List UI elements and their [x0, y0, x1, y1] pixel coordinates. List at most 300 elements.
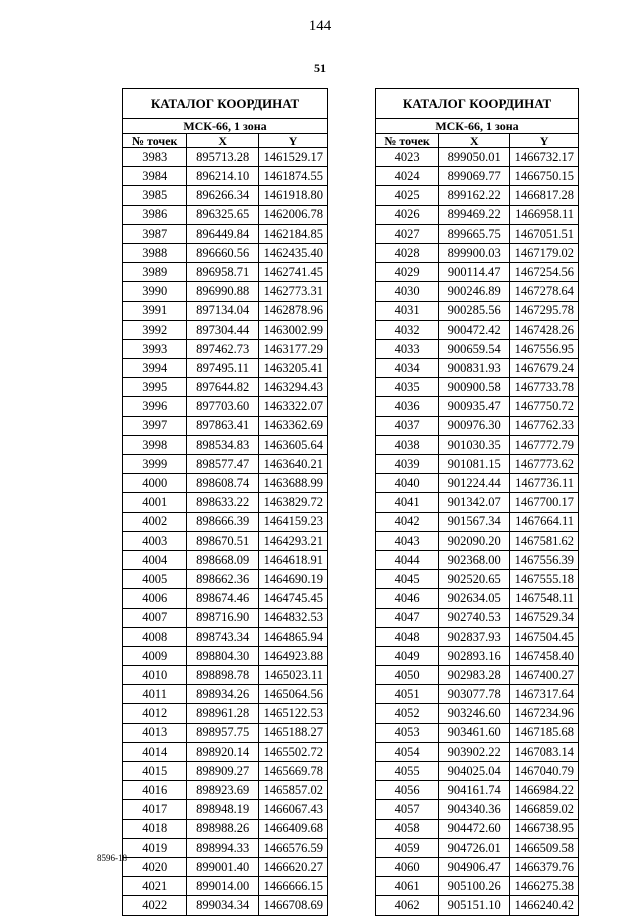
point-number-cell: 4013 [123, 723, 187, 742]
table-row [123, 685, 328, 704]
point-number-cell: 4027 [376, 224, 439, 243]
table-row [123, 589, 328, 608]
table-row [123, 359, 328, 378]
column-header-point: № точек [376, 134, 439, 148]
y-coordinate-cell: 1466817.28 [510, 186, 579, 205]
y-coordinate-cell: 1467736.11 [510, 474, 579, 493]
table-row [376, 877, 579, 896]
point-number-cell: 4008 [123, 627, 187, 646]
y-coordinate-cell: 1465122.53 [259, 704, 328, 723]
x-coordinate-cell: 896214.10 [187, 167, 259, 186]
table-row [376, 435, 579, 454]
x-coordinate-cell: 897304.44 [187, 320, 259, 339]
x-coordinate-cell: 899900.03 [439, 243, 510, 262]
x-coordinate-cell: 902837.93 [439, 627, 510, 646]
point-number-cell: 4046 [376, 589, 439, 608]
page-number: 144 [308, 18, 332, 34]
y-coordinate-cell: 1467556.39 [510, 550, 579, 569]
y-coordinate-cell: 1466509.58 [510, 838, 579, 857]
table-row [123, 877, 328, 896]
table-row [123, 896, 328, 915]
x-coordinate-cell: 898923.69 [187, 781, 259, 800]
table-row [376, 550, 579, 569]
y-coordinate-cell: 1466067.43 [259, 800, 328, 819]
table-row [376, 531, 579, 550]
y-coordinate-cell: 1463688.99 [259, 474, 328, 493]
table-row [376, 320, 579, 339]
point-number-cell: 4041 [376, 493, 439, 512]
point-number-cell: 4062 [376, 896, 439, 915]
x-coordinate-cell: 901567.34 [439, 512, 510, 531]
y-coordinate-cell: 1466240.42 [510, 896, 579, 915]
point-number-cell: 4055 [376, 762, 439, 781]
table-row [123, 397, 328, 416]
point-number-cell: 4061 [376, 877, 439, 896]
point-number-cell: 4031 [376, 301, 439, 320]
x-coordinate-cell: 900472.42 [439, 320, 510, 339]
table-row [376, 148, 579, 167]
x-coordinate-cell: 902893.16 [439, 646, 510, 665]
x-coordinate-cell: 896266.34 [187, 186, 259, 205]
point-number-cell: 4048 [376, 627, 439, 646]
y-coordinate-cell: 1464690.19 [259, 570, 328, 589]
x-coordinate-cell: 899014.00 [187, 877, 259, 896]
table-row [376, 627, 579, 646]
table-row [123, 857, 328, 876]
table-row [376, 263, 579, 282]
point-number-cell: 4005 [123, 570, 187, 589]
point-number-cell: 3993 [123, 339, 187, 358]
table-row [123, 570, 328, 589]
point-number-cell: 4012 [123, 704, 187, 723]
x-coordinate-cell: 897134.04 [187, 301, 259, 320]
point-number-cell: 4040 [376, 474, 439, 493]
table-row [123, 339, 328, 358]
table-row [376, 186, 579, 205]
x-coordinate-cell: 898948.19 [187, 800, 259, 819]
table-row [376, 608, 579, 627]
y-coordinate-cell: 1467040.79 [510, 762, 579, 781]
table-row [123, 704, 328, 723]
table-row [376, 857, 579, 876]
y-coordinate-cell: 1462184.85 [259, 224, 328, 243]
x-coordinate-cell: 905100.26 [439, 877, 510, 896]
point-number-cell: 4035 [376, 378, 439, 397]
y-coordinate-cell: 1465064.56 [259, 685, 328, 704]
y-coordinate-cell: 1463829.72 [259, 493, 328, 512]
y-coordinate-cell: 1467504.45 [510, 627, 579, 646]
table-row [123, 205, 328, 224]
y-coordinate-cell: 1466409.68 [259, 819, 328, 838]
table-row [376, 800, 579, 819]
y-coordinate-cell: 1463362.69 [259, 416, 328, 435]
table-row [376, 378, 579, 397]
x-coordinate-cell: 900935.47 [439, 397, 510, 416]
x-coordinate-cell: 896958.71 [187, 263, 259, 282]
table-row [123, 148, 328, 167]
point-number-cell: 4037 [376, 416, 439, 435]
point-number-cell: 4034 [376, 359, 439, 378]
table-row [123, 646, 328, 665]
y-coordinate-cell: 1463002.99 [259, 320, 328, 339]
footer-code: 8596-18 [97, 853, 127, 863]
table-row [123, 455, 328, 474]
x-coordinate-cell: 896325.65 [187, 205, 259, 224]
x-coordinate-cell: 902634.05 [439, 589, 510, 608]
y-coordinate-cell: 1467179.02 [510, 243, 579, 262]
point-number-cell: 4017 [123, 800, 187, 819]
table-row [376, 167, 579, 186]
y-coordinate-cell: 1467750.72 [510, 397, 579, 416]
x-coordinate-cell: 897644.82 [187, 378, 259, 397]
table-row [376, 723, 579, 742]
x-coordinate-cell: 902090.20 [439, 531, 510, 550]
y-coordinate-cell: 1467317.64 [510, 685, 579, 704]
column-header-x: X [439, 134, 510, 148]
x-coordinate-cell: 905151.10 [439, 896, 510, 915]
coordinate-catalog-table-left [122, 88, 328, 916]
y-coordinate-cell: 1465188.27 [259, 723, 328, 742]
x-coordinate-cell: 897495.11 [187, 359, 259, 378]
x-coordinate-cell: 904025.04 [439, 762, 510, 781]
x-coordinate-cell: 899034.34 [187, 896, 259, 915]
x-coordinate-cell: 898534.83 [187, 435, 259, 454]
table-row [376, 493, 579, 512]
y-coordinate-cell: 1467428.26 [510, 320, 579, 339]
y-coordinate-cell: 1467295.78 [510, 301, 579, 320]
y-coordinate-cell: 1467234.96 [510, 704, 579, 723]
point-number-cell: 4016 [123, 781, 187, 800]
table-row [376, 416, 579, 435]
point-number-cell: 4021 [123, 877, 187, 896]
x-coordinate-cell: 904726.01 [439, 838, 510, 857]
table-row [123, 263, 328, 282]
column-header-x: X [187, 134, 259, 148]
table-row [376, 570, 579, 589]
x-coordinate-cell: 898934.26 [187, 685, 259, 704]
point-number-cell: 4059 [376, 838, 439, 857]
x-coordinate-cell: 901081.15 [439, 455, 510, 474]
point-number-cell: 3996 [123, 397, 187, 416]
sub-page-number: 51 [314, 61, 326, 75]
catalog-title: КАТАЛОГ КООРДИНАТ [123, 89, 328, 119]
point-number-cell: 4054 [376, 742, 439, 761]
point-number-cell: 4011 [123, 685, 187, 704]
x-coordinate-cell: 898961.28 [187, 704, 259, 723]
x-coordinate-cell: 896990.88 [187, 282, 259, 301]
y-coordinate-cell: 1466275.38 [510, 877, 579, 896]
point-number-cell: 3998 [123, 435, 187, 454]
x-coordinate-cell: 898670.51 [187, 531, 259, 550]
y-coordinate-cell: 1467773.62 [510, 455, 579, 474]
x-coordinate-cell: 898898.78 [187, 666, 259, 685]
y-coordinate-cell: 1463640.21 [259, 455, 328, 474]
x-coordinate-cell: 898804.30 [187, 646, 259, 665]
point-number-cell: 4023 [376, 148, 439, 167]
point-number-cell: 4047 [376, 608, 439, 627]
point-number-cell: 4022 [123, 896, 187, 915]
point-number-cell: 3992 [123, 320, 187, 339]
y-coordinate-cell: 1467772.79 [510, 435, 579, 454]
table-row [376, 397, 579, 416]
y-coordinate-cell: 1467762.33 [510, 416, 579, 435]
table-row [376, 838, 579, 857]
point-number-cell: 3984 [123, 167, 187, 186]
x-coordinate-cell: 901030.35 [439, 435, 510, 454]
table-row [376, 512, 579, 531]
table-row [376, 896, 579, 915]
y-coordinate-cell: 1462773.31 [259, 282, 328, 301]
point-number-cell: 4042 [376, 512, 439, 531]
point-number-cell: 4045 [376, 570, 439, 589]
point-number-cell: 4058 [376, 819, 439, 838]
y-coordinate-cell: 1467458.40 [510, 646, 579, 665]
x-coordinate-cell: 896660.56 [187, 243, 259, 262]
point-number-cell: 4050 [376, 666, 439, 685]
y-coordinate-cell: 1462435.40 [259, 243, 328, 262]
y-coordinate-cell: 1466576.59 [259, 838, 328, 857]
y-coordinate-cell: 1467664.11 [510, 512, 579, 531]
x-coordinate-cell: 898608.74 [187, 474, 259, 493]
y-coordinate-cell: 1465502.72 [259, 742, 328, 761]
y-coordinate-cell: 1467051.51 [510, 224, 579, 243]
table-row [123, 531, 328, 550]
table-row [123, 723, 328, 742]
x-coordinate-cell: 898988.26 [187, 819, 259, 838]
point-number-cell: 4026 [376, 205, 439, 224]
y-coordinate-cell: 1467083.14 [510, 742, 579, 761]
y-coordinate-cell: 1467700.17 [510, 493, 579, 512]
point-number-cell: 3991 [123, 301, 187, 320]
y-coordinate-cell: 1466708.69 [259, 896, 328, 915]
point-number-cell: 4051 [376, 685, 439, 704]
x-coordinate-cell: 896449.84 [187, 224, 259, 243]
y-coordinate-cell: 1464865.94 [259, 627, 328, 646]
column-header-y: Y [259, 134, 328, 148]
x-coordinate-cell: 900900.58 [439, 378, 510, 397]
y-coordinate-cell: 1466666.15 [259, 877, 328, 896]
x-coordinate-cell: 904472.60 [439, 819, 510, 838]
y-coordinate-cell: 1467254.56 [510, 263, 579, 282]
y-coordinate-cell: 1467400.27 [510, 666, 579, 685]
table-row [123, 474, 328, 493]
table-row [376, 339, 579, 358]
point-number-cell: 4014 [123, 742, 187, 761]
x-coordinate-cell: 902983.28 [439, 666, 510, 685]
point-number-cell: 3997 [123, 416, 187, 435]
x-coordinate-cell: 895713.28 [187, 148, 259, 167]
point-number-cell: 4024 [376, 167, 439, 186]
y-coordinate-cell: 1461529.17 [259, 148, 328, 167]
y-coordinate-cell: 1467556.95 [510, 339, 579, 358]
point-number-cell: 3988 [123, 243, 187, 262]
x-coordinate-cell: 902368.00 [439, 550, 510, 569]
y-coordinate-cell: 1467548.11 [510, 589, 579, 608]
y-coordinate-cell: 1467581.62 [510, 531, 579, 550]
x-coordinate-cell: 898716.90 [187, 608, 259, 627]
point-number-cell: 4000 [123, 474, 187, 493]
point-number-cell: 4032 [376, 320, 439, 339]
y-coordinate-cell: 1466379.76 [510, 857, 579, 876]
y-coordinate-cell: 1461918.80 [259, 186, 328, 205]
point-number-cell: 3999 [123, 455, 187, 474]
point-number-cell: 3985 [123, 186, 187, 205]
x-coordinate-cell: 898633.22 [187, 493, 259, 512]
x-coordinate-cell: 900976.30 [439, 416, 510, 435]
point-number-cell: 4003 [123, 531, 187, 550]
x-coordinate-cell: 900285.56 [439, 301, 510, 320]
point-number-cell: 4009 [123, 646, 187, 665]
y-coordinate-cell: 1465669.78 [259, 762, 328, 781]
x-coordinate-cell: 900659.54 [439, 339, 510, 358]
y-coordinate-cell: 1463177.29 [259, 339, 328, 358]
table-row [376, 474, 579, 493]
x-coordinate-cell: 900114.47 [439, 263, 510, 282]
zone-label: МСК-66, 1 зона [376, 119, 579, 134]
coordinate-catalog-table-right [375, 88, 579, 916]
x-coordinate-cell: 903461.60 [439, 723, 510, 742]
point-number-cell: 4025 [376, 186, 439, 205]
table-row [123, 301, 328, 320]
point-number-cell: 4001 [123, 493, 187, 512]
point-number-cell: 3989 [123, 263, 187, 282]
table-row [123, 800, 328, 819]
table-row [123, 762, 328, 781]
y-coordinate-cell: 1462878.96 [259, 301, 328, 320]
y-coordinate-cell: 1467679.24 [510, 359, 579, 378]
x-coordinate-cell: 898577.47 [187, 455, 259, 474]
column-header-y: Y [510, 134, 579, 148]
x-coordinate-cell: 899469.22 [439, 205, 510, 224]
table-row [123, 781, 328, 800]
point-number-cell: 4052 [376, 704, 439, 723]
x-coordinate-cell: 903902.22 [439, 742, 510, 761]
x-coordinate-cell: 900831.93 [439, 359, 510, 378]
point-number-cell: 4038 [376, 435, 439, 454]
x-coordinate-cell: 903246.60 [439, 704, 510, 723]
table-row [123, 224, 328, 243]
x-coordinate-cell: 904161.74 [439, 781, 510, 800]
x-coordinate-cell: 899050.01 [439, 148, 510, 167]
x-coordinate-cell: 899001.40 [187, 857, 259, 876]
x-coordinate-cell: 904340.36 [439, 800, 510, 819]
table-row [123, 627, 328, 646]
point-number-cell: 4030 [376, 282, 439, 301]
table-row [123, 416, 328, 435]
table-row [123, 819, 328, 838]
y-coordinate-cell: 1467733.78 [510, 378, 579, 397]
x-coordinate-cell: 898909.27 [187, 762, 259, 781]
point-number-cell: 4015 [123, 762, 187, 781]
y-coordinate-cell: 1462741.45 [259, 263, 328, 282]
table-row [123, 493, 328, 512]
x-coordinate-cell: 898666.39 [187, 512, 259, 531]
point-number-cell: 4033 [376, 339, 439, 358]
point-number-cell: 3994 [123, 359, 187, 378]
y-coordinate-cell: 1463205.41 [259, 359, 328, 378]
y-coordinate-cell: 1466620.27 [259, 857, 328, 876]
y-coordinate-cell: 1465023.11 [259, 666, 328, 685]
table-row [123, 512, 328, 531]
x-coordinate-cell: 900246.89 [439, 282, 510, 301]
y-coordinate-cell: 1462006.78 [259, 205, 328, 224]
y-coordinate-cell: 1467555.18 [510, 570, 579, 589]
x-coordinate-cell: 902740.53 [439, 608, 510, 627]
point-number-cell: 4007 [123, 608, 187, 627]
point-number-cell: 4056 [376, 781, 439, 800]
y-coordinate-cell: 1467278.64 [510, 282, 579, 301]
x-coordinate-cell: 897863.41 [187, 416, 259, 435]
point-number-cell: 4020 [123, 857, 187, 876]
y-coordinate-cell: 1464745.45 [259, 589, 328, 608]
point-number-cell: 4057 [376, 800, 439, 819]
table-row [123, 320, 328, 339]
point-number-cell: 4044 [376, 550, 439, 569]
point-number-cell: 4004 [123, 550, 187, 569]
y-coordinate-cell: 1467529.34 [510, 608, 579, 627]
x-coordinate-cell: 901224.44 [439, 474, 510, 493]
point-number-cell: 4036 [376, 397, 439, 416]
table-row [376, 301, 579, 320]
y-coordinate-cell: 1466859.02 [510, 800, 579, 819]
table-row [376, 224, 579, 243]
point-number-cell: 4028 [376, 243, 439, 262]
point-number-cell: 4018 [123, 819, 187, 838]
table-row [376, 742, 579, 761]
table-row [123, 186, 328, 205]
x-coordinate-cell: 898994.33 [187, 838, 259, 857]
x-coordinate-cell: 904906.47 [439, 857, 510, 876]
y-coordinate-cell: 1464293.21 [259, 531, 328, 550]
table-row [376, 243, 579, 262]
column-header-point: № точек [123, 134, 187, 148]
y-coordinate-cell: 1463605.64 [259, 435, 328, 454]
x-coordinate-cell: 898743.34 [187, 627, 259, 646]
point-number-cell: 4043 [376, 531, 439, 550]
point-number-cell: 3986 [123, 205, 187, 224]
x-coordinate-cell: 901342.07 [439, 493, 510, 512]
x-coordinate-cell: 903077.78 [439, 685, 510, 704]
y-coordinate-cell: 1464159.23 [259, 512, 328, 531]
point-number-cell: 4060 [376, 857, 439, 876]
y-coordinate-cell: 1466750.15 [510, 167, 579, 186]
table-row [376, 781, 579, 800]
table-row [376, 704, 579, 723]
y-coordinate-cell: 1466732.17 [510, 148, 579, 167]
x-coordinate-cell: 898920.14 [187, 742, 259, 761]
point-number-cell: 4053 [376, 723, 439, 742]
table-row [123, 838, 328, 857]
point-number-cell: 3990 [123, 282, 187, 301]
table-row [123, 742, 328, 761]
x-coordinate-cell: 898668.09 [187, 550, 259, 569]
point-number-cell: 3987 [123, 224, 187, 243]
point-number-cell: 4029 [376, 263, 439, 282]
point-number-cell: 4049 [376, 646, 439, 665]
y-coordinate-cell: 1465857.02 [259, 781, 328, 800]
table-row [123, 608, 328, 627]
zone-label: МСК-66, 1 зона [123, 119, 328, 134]
x-coordinate-cell: 899162.22 [439, 186, 510, 205]
table-row [376, 282, 579, 301]
x-coordinate-cell: 897462.73 [187, 339, 259, 358]
point-number-cell: 4002 [123, 512, 187, 531]
y-coordinate-cell: 1464923.88 [259, 646, 328, 665]
y-coordinate-cell: 1467185.68 [510, 723, 579, 742]
y-coordinate-cell: 1464832.53 [259, 608, 328, 627]
table-row [376, 819, 579, 838]
table-row [376, 646, 579, 665]
